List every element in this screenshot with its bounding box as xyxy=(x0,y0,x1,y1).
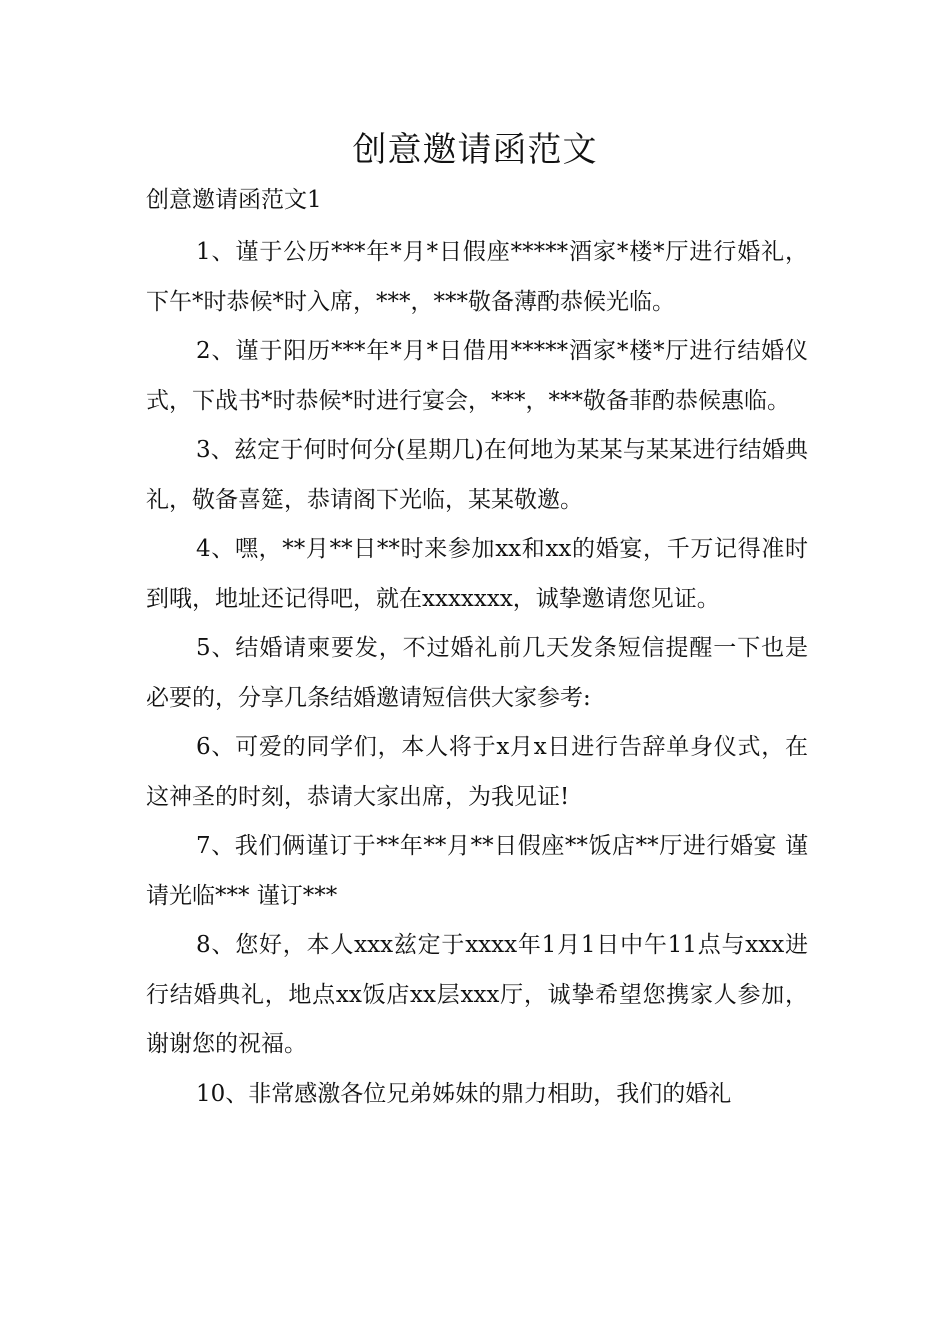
paragraph-6: 6、可爱的同学们，本人将于x月x日进行告辞单身仪式，在这神圣的时刻，恭请大家出席，为我见证! xyxy=(146,734,808,810)
section-heading: 创意邀请函范文1 xyxy=(146,187,322,213)
paragraph-3: 3、兹定于何时何分(星期几)在何地为某某与某某进行结婚典礼，敬备喜筵，恭请阁下光临，某某敬邀。 xyxy=(146,437,808,513)
paragraph-7: 7、我们俩谨订于**年**月**日假座**饭店**厅进行婚宴 谨请光临*** 谨订*** xyxy=(146,833,808,909)
document-title: 创意邀请函范文 xyxy=(352,130,598,170)
paragraph-4: 4、嘿，**月**日**时来参加xx和xx的婚宴，千万记得准时到哦，地址还记得吧，就在xxxxxxx，诚挚邀请您见证。 xyxy=(146,536,808,612)
paragraph-2: 2、谨于阳历***年*月*日借用*****酒家*楼*厅进行结婚仪式，下战书*时恭候*时进行宴会，***，***敬备菲酌恭候惠临。 xyxy=(146,338,808,414)
paragraph-1: 1、谨于公历***年*月*日假座*****酒家*楼*厅进行婚礼，下午*时恭候*时入席，***，***敬备薄酌恭候光临。 xyxy=(146,239,808,315)
document-body xyxy=(146,228,808,1119)
paragraph-8: 8、您好，本人xxx兹定于xxxx年1月1日中午11点与xxx进行结婚典礼，地点xx饭店xx层xxx厅，诚挚希望您携家人参加，谢谢您的祝福。 xyxy=(146,932,808,1057)
paragraph-5: 5、结婚请柬要发，不过婚礼前几天发条短信提醒一下也是必要的，分享几条结婚邀请短信供大家参考: xyxy=(146,635,808,711)
paragraph-10: 10、非常感激各位兄弟姊妹的鼎力相助，我们的婚礼 xyxy=(196,1080,732,1107)
